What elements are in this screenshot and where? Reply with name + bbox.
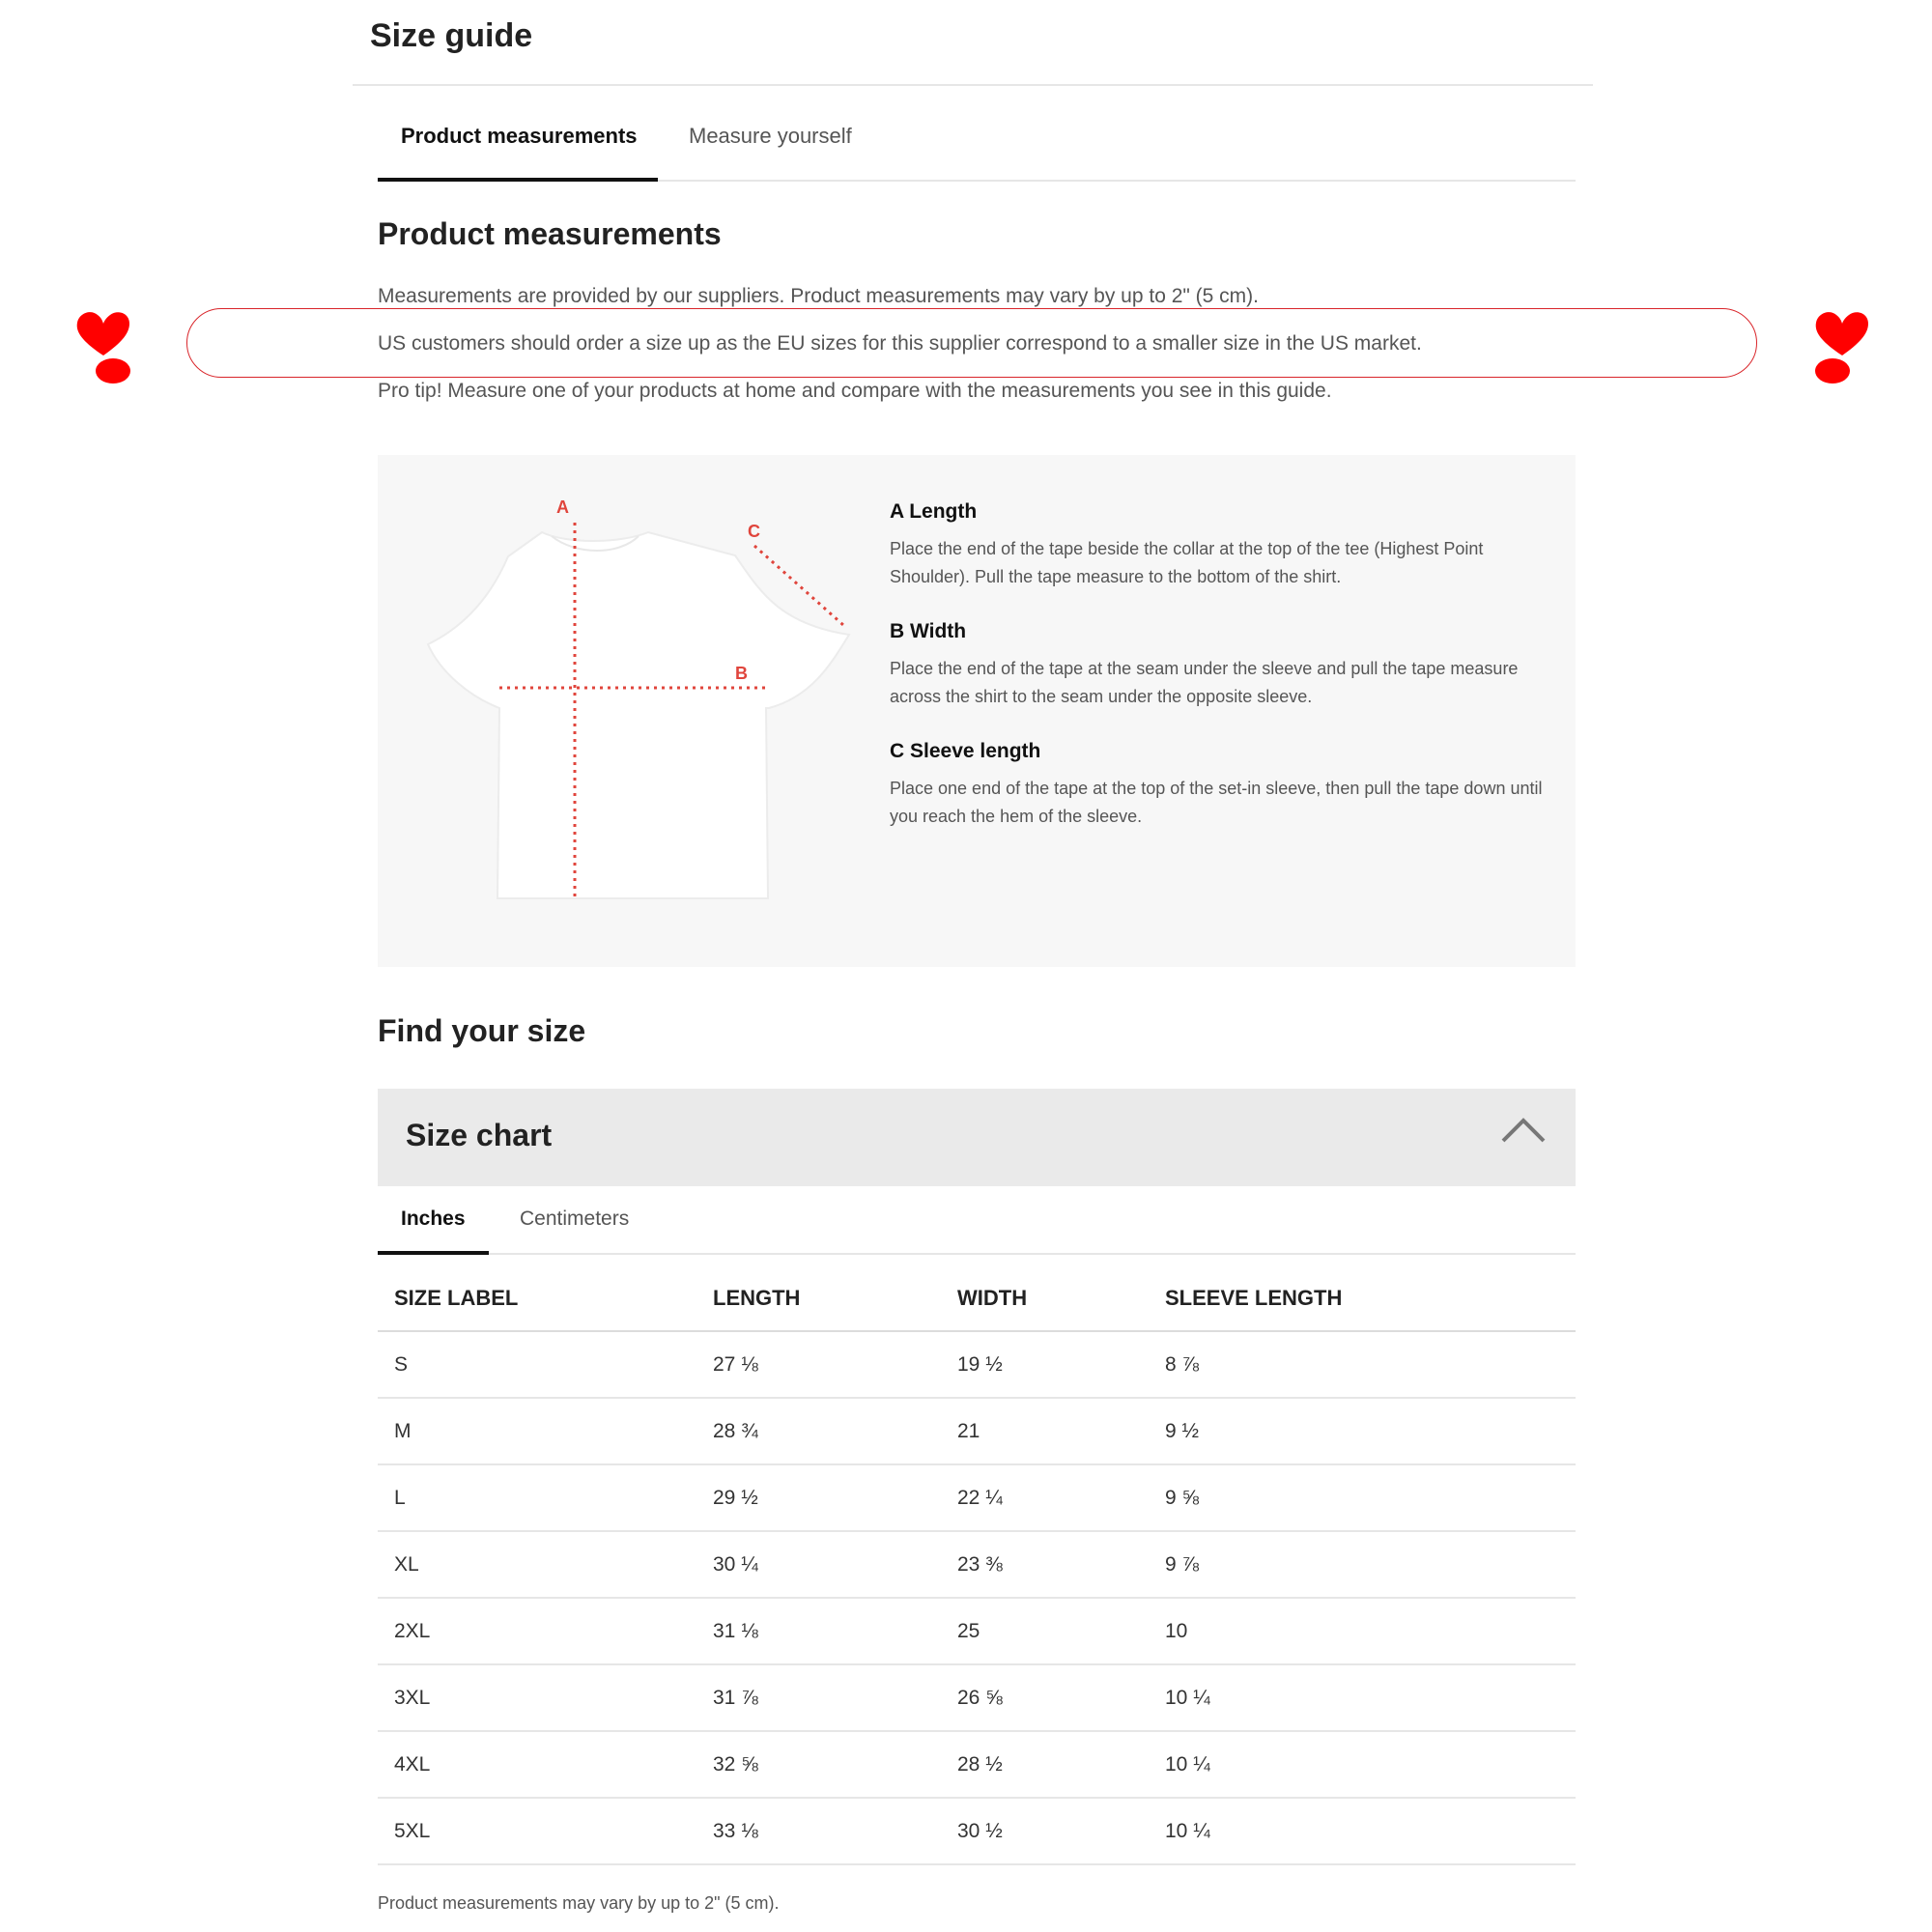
table-row: [378, 1464, 1576, 1531]
column-header-sleeve-length: SLEEVE LENGTH: [1149, 1266, 1576, 1331]
size-label-cell: 5XL: [378, 1798, 696, 1864]
marker-c: C: [748, 522, 760, 541]
tab-bar: [378, 124, 1576, 182]
column-header-length: LENGTH: [696, 1266, 941, 1331]
product-measurements-heading: Product measurements: [378, 216, 722, 251]
tab-inches[interactable]: Inches: [401, 1208, 466, 1230]
column-header-size-label: SIZE LABEL: [378, 1266, 696, 1331]
sleeve-length-cell: 9 ⅝: [1149, 1464, 1576, 1531]
measure-item-description: Place the end of the tape beside the collar at the top of the tee (Highest Point Shoulder). Pull the tape measure to the bottom of the shirt.: [890, 539, 1484, 586]
width-cell: 21: [941, 1398, 1149, 1464]
table-header-row: [378, 1266, 1576, 1331]
measure-item-description: Place one end of the tape at the top of the set-in sleeve, then pull the tape down until you reach the hem of the sleeve.: [890, 779, 1543, 826]
measurement-diagram-panel: [378, 455, 1576, 967]
table-row: [378, 1531, 1576, 1598]
measure-item-width: [890, 620, 1547, 711]
sleeve-length-cell: 10 ¼: [1149, 1798, 1576, 1864]
highlight-annotation: [186, 308, 1757, 378]
title-divider: [353, 84, 1593, 86]
tab-centimeters[interactable]: Centimeters: [520, 1208, 630, 1230]
us-sizing-notice: US customers should order a size up as the EU sizes for this supplier correspond to a smaller size in the US market.: [378, 332, 1422, 355]
sleeve-length-cell: 9 ⅞: [1149, 1531, 1576, 1598]
size-label-cell: S: [378, 1331, 696, 1398]
modal-title: Size guide: [370, 17, 533, 54]
width-cell: 30 ½: [941, 1798, 1149, 1864]
unit-tabs-divider: [378, 1253, 1576, 1255]
size-chart-footnote: Product measurements may vary by up to 2" (5 cm).: [378, 1893, 780, 1913]
width-cell: 26 ⅝: [941, 1664, 1149, 1731]
measure-item-title: B Width: [890, 620, 967, 642]
size-chart-table: [378, 1266, 1576, 1865]
size-label-cell: 3XL: [378, 1664, 696, 1731]
measure-item-title: A Length: [890, 500, 978, 523]
chevron-up-icon[interactable]: [1500, 1116, 1547, 1145]
length-cell: 30 ¼: [696, 1531, 941, 1598]
width-cell: 23 ⅜: [941, 1531, 1149, 1598]
width-cell: 28 ½: [941, 1731, 1149, 1798]
table-row: [378, 1398, 1576, 1464]
intro-paragraph: Measurements are provided by our suppliers. Product measurements may vary by up to 2" (5 cm).: [378, 285, 1260, 307]
size-label-cell: M: [378, 1398, 696, 1464]
width-cell: 19 ½: [941, 1331, 1149, 1398]
sleeve-length-cell: 10 ¼: [1149, 1664, 1576, 1731]
measure-item-sleeve-length: [890, 740, 1547, 831]
sleeve-length-cell: 10: [1149, 1598, 1576, 1664]
tab-measure-yourself[interactable]: Measure yourself: [689, 124, 852, 148]
marker-b: B: [735, 664, 748, 683]
sleeve-length-cell: 10 ¼: [1149, 1731, 1576, 1798]
table-row: [378, 1664, 1576, 1731]
length-cell: 33 ⅛: [696, 1798, 941, 1864]
size-chart-title: Size chart: [406, 1118, 553, 1152]
length-cell: 27 ⅛: [696, 1331, 941, 1398]
length-cell: 32 ⅝: [696, 1731, 941, 1798]
active-unit-indicator: [378, 1251, 489, 1255]
table-row: [378, 1598, 1576, 1664]
pro-tip-paragraph: Pro tip! Measure one of your products at home and compare with the measurements you see in this guide.: [378, 380, 1332, 402]
sleeve-length-cell: 9 ½: [1149, 1398, 1576, 1464]
width-cell: 22 ¼: [941, 1464, 1149, 1531]
table-row: [378, 1731, 1576, 1798]
measure-item-title: C Sleeve length: [890, 740, 1041, 762]
size-label-cell: L: [378, 1464, 696, 1531]
length-cell: 31 ⅛: [696, 1598, 941, 1664]
tab-product-measurements[interactable]: Product measurements: [401, 124, 638, 148]
marker-a: A: [556, 497, 569, 517]
length-cell: 31 ⅞: [696, 1664, 941, 1731]
size-label-cell: 4XL: [378, 1731, 696, 1798]
active-tab-indicator: [378, 178, 658, 182]
column-header-width: WIDTH: [941, 1266, 1149, 1331]
size-label-cell: 2XL: [378, 1598, 696, 1664]
sleeve-length-cell: 8 ⅞: [1149, 1331, 1576, 1398]
heart-icon: [73, 307, 133, 386]
tshirt-diagram: [378, 455, 880, 967]
length-cell: 29 ½: [696, 1464, 941, 1531]
measure-item-description: Place the end of the tape at the seam under the sleeve and pull the tape measure across the shirt to the seam under the opposite sleeve.: [890, 659, 1519, 706]
measure-item-length: [890, 500, 1547, 591]
heart-icon: [1812, 307, 1872, 386]
find-your-size-heading: Find your size: [378, 1013, 586, 1048]
width-cell: 25: [941, 1598, 1149, 1664]
size-chart-accordion-header[interactable]: [378, 1089, 1576, 1186]
table-row: [378, 1798, 1576, 1864]
table-row: [378, 1331, 1576, 1398]
size-label-cell: XL: [378, 1531, 696, 1598]
length-cell: 28 ¾: [696, 1398, 941, 1464]
